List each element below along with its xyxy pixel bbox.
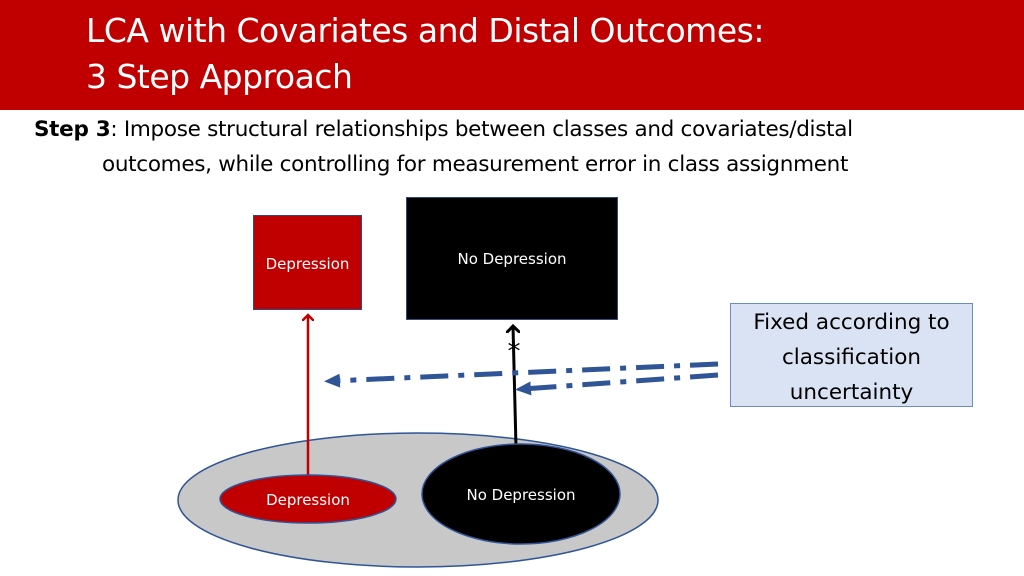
step-text-line-1: : Impose structural relationships between classes and covariates/distal (110, 117, 853, 142)
step-label: Step 3 (34, 117, 111, 142)
depression-ellipse-label: Depression (266, 491, 350, 509)
depression-box-label: Depression (265, 255, 350, 273)
depression-outcome-box (253, 215, 362, 310)
fixed-note-line-2: classification (781, 345, 922, 370)
fixed-uncertainty-note (730, 303, 973, 407)
no-depression-outcome-box (406, 197, 618, 320)
slide-title-line-1: LCA with Covariates and Distal Outcomes: (86, 11, 764, 50)
fixed-note-line-3: uncertainty (789, 380, 914, 405)
no-depression-ellipse-label: No Depression (466, 486, 576, 504)
slide-title-line-2: 3 Step Approach (86, 57, 353, 96)
step-text-line-2: outcomes, while controlling for measurement error in class assignment (102, 152, 849, 177)
no-depression-box-label: No Depression (457, 250, 567, 268)
uncertainty-arrow-bottom (523, 375, 718, 389)
asterisk-mark: * (507, 337, 521, 367)
fixed-note-line-1: Fixed according to (753, 310, 950, 335)
